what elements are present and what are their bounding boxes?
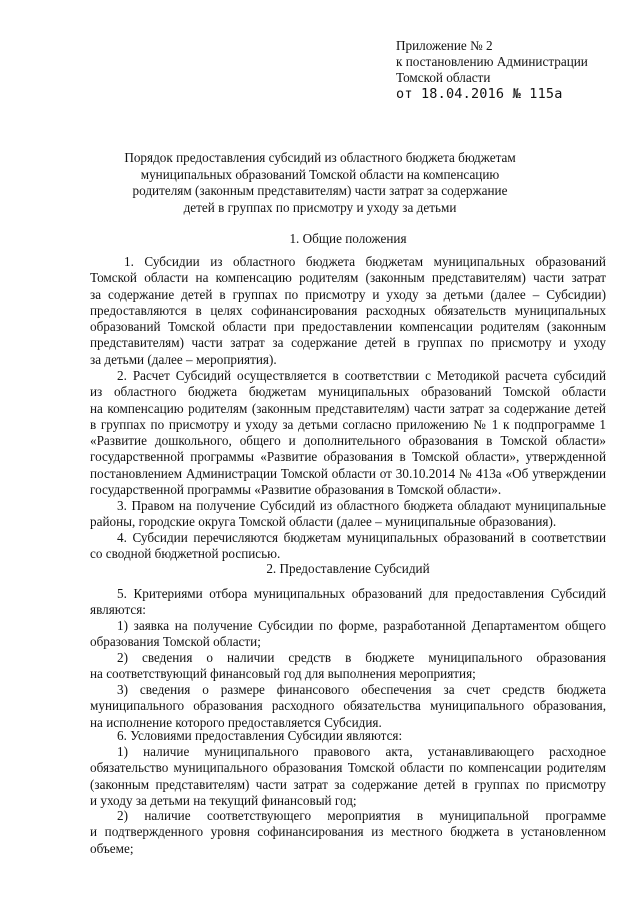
text-line: 3. Правом на получение Субсидий из областного бюджета обладают муниципальные <box>117 498 606 513</box>
title-line: родителям (законным представителям) части затрат за содержание <box>132 183 508 198</box>
text-line: со сводной бюджетной росписью. <box>90 546 281 562</box>
text-line: и подтвержденного уровня софинансирования из местного бюджета в установленном <box>90 824 606 840</box>
text-line: образования Томской области; <box>90 634 261 650</box>
text-line: предоставляются в целях софинансирования расходных обязательств муниципальных <box>90 302 606 318</box>
text-line: за детьми (далее – мероприятия). <box>90 351 277 367</box>
paragraph-6-item-1 <box>90 744 606 809</box>
paragraph-6-item-2 <box>90 808 606 857</box>
text-line: 2) сведения о наличии средств в бюджете муниципального образования <box>117 650 606 665</box>
paragraph-5 <box>90 586 606 619</box>
appendix-resolution: к постановлению Администрации <box>396 54 588 69</box>
text-line: образований Томской области при предоставлении компенсации родителям (законным <box>90 319 606 335</box>
text-line: 4. Субсидии перечисляются бюджетам муниципальных образований в соответствии <box>117 530 606 545</box>
appendix-region: Томской области <box>396 70 491 85</box>
paragraph-5-item-1 <box>90 618 606 651</box>
paragraph-6 <box>90 728 606 744</box>
text-line: (законным представителям) части затрат за содержание детей в группах по присмотру <box>90 776 606 792</box>
title-line: Порядок предоставления субсидий из областного бюджета бюджетам <box>124 150 516 165</box>
text-line: объеме; <box>90 840 134 856</box>
paragraph-5-item-3 <box>90 682 606 731</box>
text-line: на исполнение которого предоставляется Субсидия. <box>90 714 382 730</box>
text-line: в группах по присмотру и уходу за детьми согласно приложению № 1 к подпрограмме 1 <box>90 416 606 432</box>
appendix-label: Приложение № 2 <box>396 38 493 53</box>
text-line: обязательство муниципального образования Томской области по компенсации родителям <box>90 760 606 776</box>
text-line: районы, городские округа Томской области (далее – муниципальные образования). <box>90 514 557 530</box>
text-line: 1. Субсидии из областного бюджета бюджетам муниципальных образований <box>124 254 606 269</box>
paragraph-5-item-2 <box>90 650 606 683</box>
paragraph-1 <box>90 254 606 368</box>
title-line: муниципальных образований Томской области на компенсацию <box>140 166 500 182</box>
text-line: 2. Расчет Субсидий осуществляется в соответствии с Методикой расчета субсидий <box>117 368 606 383</box>
text-line: на соответствующий финансовый год для выполнения мероприятия; <box>90 666 476 682</box>
text-line: Томской области на компенсацию родителям (законным представителям) части затрат <box>90 270 606 286</box>
text-line: государственной программы «Развитие образования в Томской области», утвержденной <box>90 449 606 465</box>
section-heading-provision: 2. Предоставление Субсидий <box>266 561 430 576</box>
text-line: постановлением Администрации Томской области от 30.10.2014 № 413а «Об утверждении <box>90 465 606 481</box>
text-line: «Развитие дошкольного, общего и дополнительного образования в Томской области» <box>90 433 606 449</box>
text-line: из областного бюджета бюджетам муниципальных образований Томской области <box>90 384 606 400</box>
document-title <box>90 150 550 216</box>
text-line: государственной программы «Развитие образования в Томской области». <box>90 482 502 498</box>
section-heading-general: 1. Общие положения <box>289 231 407 246</box>
text-line: 2) наличие соответствующего мероприятия в муниципальной программе <box>117 808 606 823</box>
text-line: за содержание детей в группах по присмотру и уходу за детьми (далее – Субсидии) <box>90 286 606 302</box>
text-line: 6. Условиями предоставления Субсидии являются: <box>117 728 403 743</box>
title-line: детей в группах по присмотру и уходу за детьми <box>183 199 457 215</box>
text-line: 1) наличие муниципального правового акта, устанавливающего расходное <box>117 744 606 759</box>
text-line: муниципального образования расходного обязательства муниципального образования, <box>90 698 606 714</box>
text-line: 1) заявка на получение Субсидии по форме, разработанной Департаментом общего <box>117 618 606 633</box>
text-line: представителям) части затрат за содержание детей в группах по присмотру и уходу <box>90 335 606 351</box>
paragraph-3 <box>90 498 606 531</box>
text-line: 3) сведения о размере финансового обеспечения за счет средств бюджета <box>117 682 606 697</box>
text-line: на компенсацию родителям (законным представителям) части затрат за содержание детей <box>90 400 606 416</box>
paragraph-2 <box>90 368 606 498</box>
appendix-header <box>396 38 626 102</box>
text-line: 5. Критериями отбора муниципальных образований для предоставления Субсидий <box>117 586 606 601</box>
appendix-date-number: от 18.04.2016 № 115а <box>396 86 563 102</box>
paragraph-4 <box>90 530 606 563</box>
text-line: являются: <box>90 602 146 618</box>
text-line: и уходу за детьми на текущий финансовый год; <box>90 792 357 808</box>
